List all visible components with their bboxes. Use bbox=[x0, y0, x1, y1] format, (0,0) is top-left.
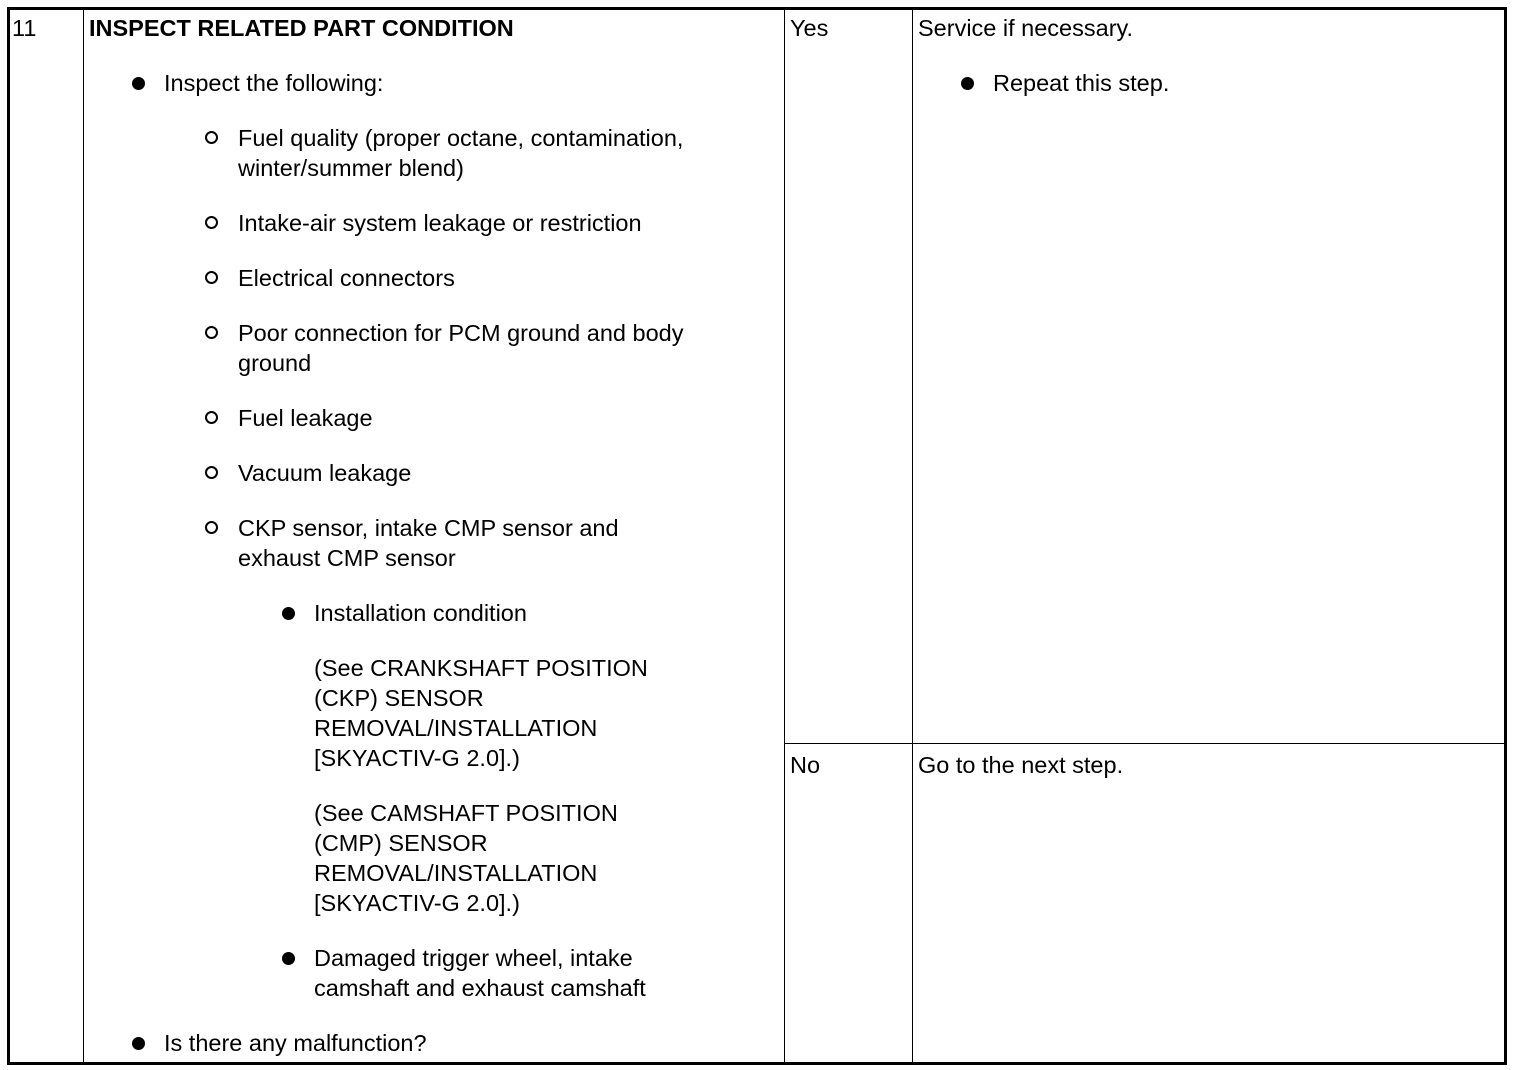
inspect-item-sensors-line1: CKP sensor, intake CMP sensor and bbox=[238, 515, 619, 541]
inspect-item-fuel-quality-line1: Fuel quality (proper octane, contamination, bbox=[238, 125, 684, 151]
result-yes-label: Yes bbox=[790, 15, 829, 41]
bullet-icon bbox=[961, 77, 974, 90]
cmp-reference-line1: (See CAMSHAFT POSITION bbox=[314, 800, 618, 826]
cmp-reference-line3: REMOVAL/INSTALLATION bbox=[314, 860, 598, 886]
result-yes-action: Service if necessary. bbox=[918, 15, 1134, 41]
sub-item-damaged-line1: Damaged trigger wheel, intake bbox=[314, 945, 633, 971]
bullet-icon bbox=[132, 77, 145, 90]
inspect-item-electrical: Electrical connectors bbox=[238, 265, 455, 291]
column-divider bbox=[912, 10, 913, 1062]
result-no-action: Go to the next step. bbox=[918, 752, 1124, 778]
circle-bullet-icon bbox=[205, 521, 218, 534]
circle-bullet-icon bbox=[205, 131, 218, 144]
bullet-icon bbox=[282, 607, 295, 620]
circle-bullet-icon bbox=[205, 326, 218, 339]
result-yes-bullet: Repeat this step. bbox=[993, 70, 1170, 96]
cmp-reference-line2: (CMP) SENSOR bbox=[314, 830, 488, 856]
ckp-reference-line3: REMOVAL/INSTALLATION bbox=[314, 715, 598, 741]
step-number: 11 bbox=[12, 15, 37, 41]
sub-item-damaged-line2: camshaft and exhaust camshaft bbox=[314, 975, 646, 1001]
inspect-item-pcm-ground-line1: Poor connection for PCM ground and body bbox=[238, 320, 684, 346]
row-divider bbox=[784, 743, 1504, 744]
inspect-item-sensors-line2: exhaust CMP sensor bbox=[238, 545, 456, 571]
circle-bullet-icon bbox=[205, 216, 218, 229]
step-title: INSPECT RELATED PART CONDITION bbox=[89, 15, 514, 41]
diagnostic-step-table bbox=[7, 7, 1507, 1065]
bullet-icon bbox=[132, 1037, 145, 1050]
inspect-item-vacuum-leakage: Vacuum leakage bbox=[238, 460, 412, 486]
inspect-intro: Inspect the following: bbox=[164, 70, 384, 96]
cmp-reference-line4: [SKYACTIV-G 2.0].) bbox=[314, 890, 520, 916]
question: Is there any malfunction? bbox=[164, 1030, 427, 1056]
ckp-reference-line2: (CKP) SENSOR bbox=[314, 685, 484, 711]
inspect-item-fuel-quality-line2: winter/summer blend) bbox=[238, 155, 464, 181]
result-no-label: No bbox=[790, 752, 821, 778]
ckp-reference-line4: [SKYACTIV-G 2.0].) bbox=[314, 745, 520, 771]
inspect-item-fuel-leakage: Fuel leakage bbox=[238, 405, 373, 431]
column-divider bbox=[83, 10, 84, 1062]
bullet-icon bbox=[282, 952, 295, 965]
column-divider bbox=[784, 10, 785, 1062]
circle-bullet-icon bbox=[205, 271, 218, 284]
inspect-item-intake-air: Intake-air system leakage or restriction bbox=[238, 210, 642, 236]
ckp-reference-line1: (See CRANKSHAFT POSITION bbox=[314, 655, 648, 681]
inspect-item-pcm-ground-line2: ground bbox=[238, 350, 312, 376]
circle-bullet-icon bbox=[205, 411, 218, 424]
sub-item-installation: Installation condition bbox=[314, 600, 527, 626]
circle-bullet-icon bbox=[205, 466, 218, 479]
